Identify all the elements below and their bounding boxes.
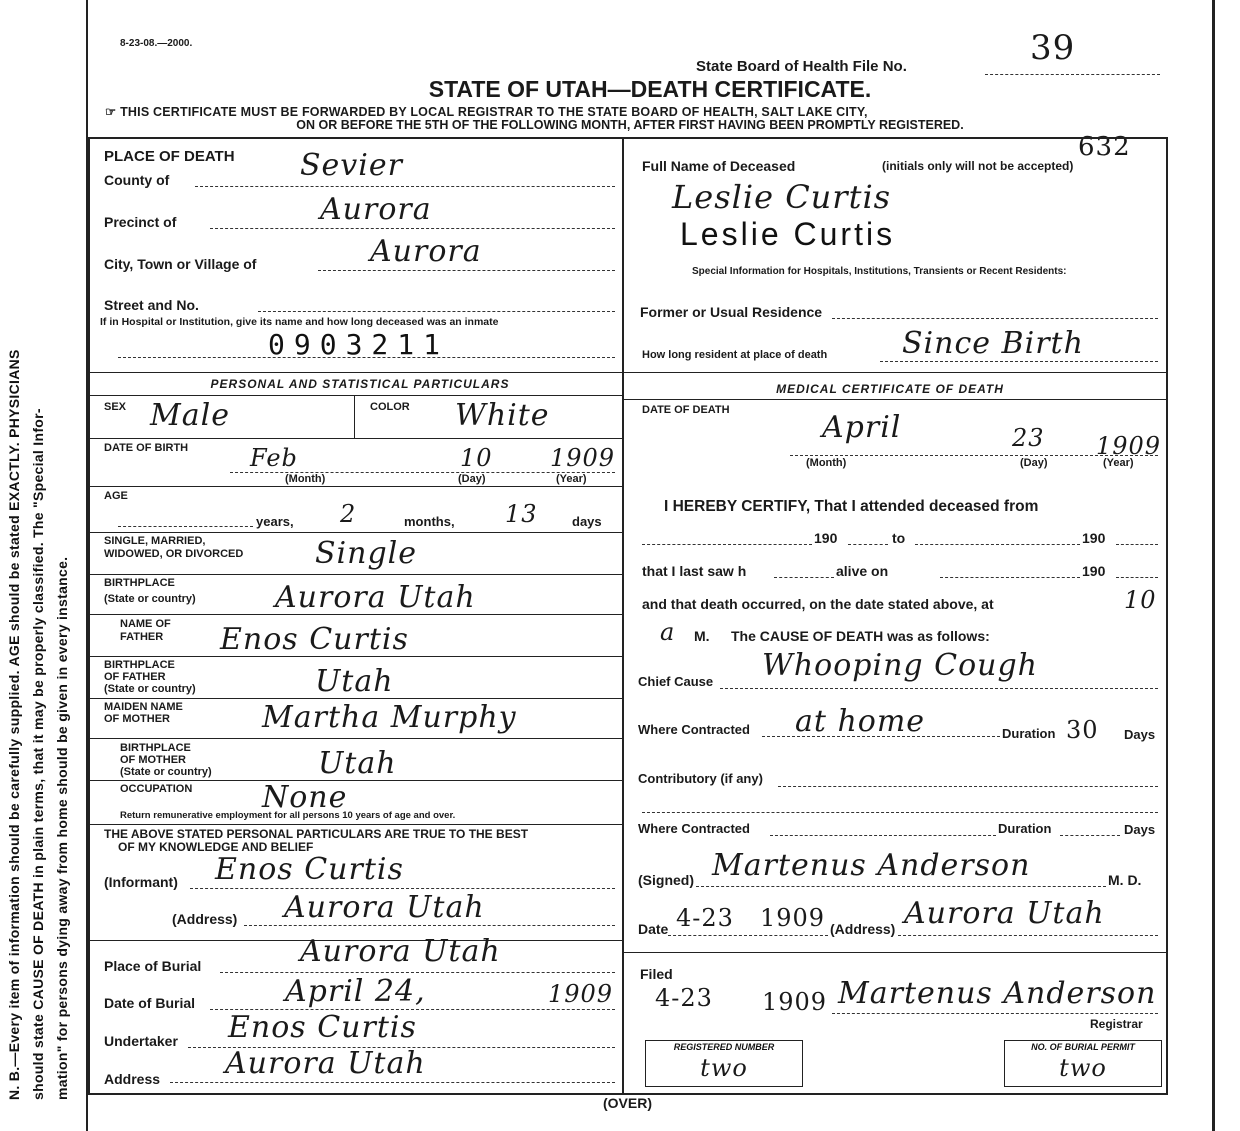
county-value: Sevier [300, 148, 403, 183]
cert-address-label: (Address) [830, 921, 896, 937]
cert-address-line [898, 935, 1158, 936]
age-years-label: years, [256, 514, 294, 529]
sex-value: Male [150, 398, 230, 433]
registrar-label: Registrar [1090, 1017, 1143, 1031]
dod-day: 23 [1012, 424, 1045, 452]
cert-date-line [668, 935, 828, 936]
divider-age [88, 532, 622, 533]
mother-bp-label-1: BIRTHPLACE [120, 742, 191, 754]
stamp-number: 632 [1078, 132, 1131, 162]
mother-value: Martha Murphy [262, 700, 517, 735]
inmate-note: If in Hospital or Institution, give its name and how long deceased was an inmate [100, 316, 499, 328]
contributory-line-2 [642, 812, 1158, 813]
file-no: 39 [1030, 28, 1076, 68]
occupation-note: Return remunerative employment for all persons 10 years of age and over. [120, 810, 456, 821]
page-edge [1212, 0, 1215, 1131]
death-occurred-text: and that death occurred, on the date stated above, at [642, 596, 994, 612]
age-years-line [118, 526, 253, 527]
last-saw-year-line [1116, 577, 1158, 578]
father-bp-label-1: BIRTHPLACE [104, 659, 175, 671]
dob-label: DATE OF BIRTH [104, 442, 189, 454]
divider-left-1 [88, 372, 622, 373]
signed-line [696, 886, 1106, 887]
sex-color-divider [354, 396, 355, 438]
color-label: COLOR [370, 401, 410, 413]
informant-value: Enos Curtis [215, 852, 404, 887]
divider-filing [622, 952, 1167, 953]
cert-date-label: Date [638, 921, 669, 937]
divider-birthplace [88, 614, 622, 615]
burial-permit-label: NO. OF BURIAL PERMIT [1031, 1042, 1135, 1052]
birthplace-value: Aurora Utah [275, 580, 476, 615]
notice-line-1: ☞ THIS CERTIFICATE MUST BE FORWARDED BY LOCAL REGISTRAR TO THE STATE BOARD OF HEALTH, SALT LAKE CITY, [105, 105, 868, 119]
informant-address-label: (Address) [172, 911, 238, 927]
registrar-line [832, 1013, 1158, 1014]
from-line [642, 544, 812, 545]
divider-father-bp [88, 698, 622, 699]
divider-right-2 [622, 399, 1167, 400]
contributory-line [778, 786, 1158, 787]
divider-right-1 [622, 372, 1167, 373]
burial-permit-box [1004, 1040, 1162, 1087]
registrar-signature: Martenus Anderson [838, 976, 1157, 1011]
father-bp-label-2: OF FATHER [104, 671, 166, 683]
dob-month: Feb [250, 444, 298, 472]
occupation-value: None [262, 780, 348, 815]
personal-heading: PERSONAL AND STATISTICAL PARTICULARS [210, 377, 510, 391]
divider-left-2 [88, 395, 622, 396]
informant-statement-1: THE ABOVE STATED PERSONAL PARTICULARS ARE TRUE TO THE BEST [104, 827, 529, 841]
street-line [258, 311, 615, 312]
burial-date-label: Date of Burial [104, 995, 196, 1011]
medical-heading: MEDICAL CERTIFICATE OF DEATH [776, 382, 1004, 396]
to-label: to [892, 530, 906, 546]
how-long-label: How long resident at place of death [642, 349, 828, 361]
last-saw-a: that I last saw h [642, 563, 747, 579]
undertaker-address-line [170, 1082, 615, 1083]
signed-label: (Signed) [638, 872, 694, 888]
file-no-line [985, 74, 1160, 75]
age-months-label: months, [404, 514, 455, 529]
county-label: County of [104, 172, 170, 188]
father-label-1: NAME OF [120, 618, 171, 630]
age-days: 13 [505, 500, 538, 528]
cert-date-year: 1909 [760, 904, 826, 932]
dod-year: 1909 [1096, 432, 1162, 460]
sidebar-line-3: mation" for persons dying away from home should be given in every instance. [54, 556, 70, 1100]
father-label-2: FATHER [120, 631, 164, 643]
marital-label-2: WIDOWED, OR DIVORCED [104, 548, 244, 560]
divider-occupation [88, 824, 622, 825]
over-label: (OVER) [603, 1095, 652, 1111]
divider-mother [88, 738, 622, 739]
sidebar-line-1: N. B.—Every item of information should be carefully supplied. AGE should be stated EXACTLY. PHYSICIANS [6, 349, 22, 1100]
informant-statement-2: OF MY KNOWLEDGE AND BELIEF [118, 840, 314, 854]
filed-date: 4-23 [655, 984, 713, 1012]
informant-label: (Informant) [104, 874, 178, 890]
burial-place-line [220, 972, 615, 973]
m-label: M. [694, 628, 710, 644]
city-line [318, 270, 615, 271]
dod-label: DATE OF DEATH [642, 404, 730, 416]
marital-value: Single [315, 536, 418, 571]
last-saw-b: alive on [836, 563, 889, 579]
divider-dob [88, 486, 622, 487]
where-contracted-2-line [770, 835, 996, 836]
age-months: 2 [340, 500, 357, 528]
where-contracted-2-label: Where Contracted [638, 821, 750, 836]
reg-number-label: REGISTERED NUMBER [673, 1042, 775, 1052]
duration-2-line [1060, 835, 1120, 836]
cert-date-value: 4-23 [676, 904, 734, 932]
burial-permit-value: two [1059, 1054, 1107, 1082]
deceased-name-label: Full Name of Deceased [642, 158, 796, 174]
divider-mother-bp [88, 780, 622, 781]
dob-year-label: (Year) [556, 473, 587, 485]
dob-day: 10 [460, 444, 493, 472]
age-days-label: days [572, 514, 602, 529]
duration-value: 30 [1066, 716, 1099, 744]
last-saw-year: 190 [1082, 563, 1106, 579]
from-year-label: 190 [814, 530, 838, 546]
mother-bp-label-2: OF MOTHER [120, 754, 186, 766]
mother-label-2: OF MOTHER [104, 713, 170, 725]
cert-address-value: Aurora Utah [904, 896, 1105, 931]
color-value: White [455, 398, 550, 433]
divider-marital [88, 574, 622, 575]
last-saw-line [940, 577, 1080, 578]
age-label: AGE [104, 490, 128, 502]
mother-label-1: MAIDEN NAME [104, 701, 183, 713]
precinct-value: Aurora [320, 192, 432, 227]
chief-cause-label: Chief Cause [638, 674, 714, 689]
deceased-name-handwritten: Leslie Curtis [672, 178, 892, 216]
marital-label-1: SINGLE, MARRIED, [104, 535, 206, 547]
dob-year: 1909 [550, 444, 616, 472]
contributory-label: Contributory (if any) [638, 771, 763, 786]
dod-day-label: (Day) [1020, 457, 1048, 469]
notice-text-1: THIS CERTIFICATE MUST BE FORWARDED BY LOCAL REGISTRAR TO THE STATE BOARD OF HEALTH, SALT LAKE CITY, [120, 105, 868, 119]
birthplace-state-label: (State or country) [104, 593, 196, 605]
precinct-label: Precinct of [104, 214, 177, 230]
undertaker-address-label: Address [104, 1071, 161, 1087]
where-contracted-label: Where Contracted [638, 722, 750, 737]
city-label: City, Town or Village of [104, 256, 257, 272]
how-long-value: Since Birth [902, 326, 1084, 361]
cause-intro: The CAUSE OF DEATH was as follows: [731, 628, 990, 644]
death-hour: 10 [1124, 586, 1157, 614]
instructions-sidebar [6, 70, 84, 1100]
undertaker-label: Undertaker [104, 1033, 178, 1049]
street-label: Street and No. [104, 297, 199, 313]
file-no-label: State Board of Health File No. [696, 58, 907, 75]
certify-text: I HEREBY CERTIFY, That I attended deceased from [664, 498, 1039, 515]
special-info-label: Special Information for Hospitals, Institutions, Transients or Recent Residents: [692, 266, 1067, 277]
burial-place-label: Place of Burial [104, 958, 202, 974]
to-year-line [1116, 544, 1158, 545]
chief-cause-value: Whooping Cough [762, 648, 1039, 683]
to-line [915, 544, 1080, 545]
burial-date-value: April 24, [285, 974, 426, 1009]
reg-number-box [645, 1040, 803, 1087]
divider-sex [88, 438, 622, 439]
death-meridian: a [660, 618, 676, 646]
county-line [195, 186, 615, 187]
undertaker-value: Enos Curtis [228, 1010, 417, 1045]
duration-label: Duration [1002, 726, 1056, 741]
deceased-name-printed: Leslie Curtis [680, 216, 896, 252]
dod-month: April [822, 410, 902, 445]
deceased-name-note: (initials only will not be accepted) [882, 159, 1074, 173]
certificate-title: STATE OF UTAH—DEATH CERTIFICATE. [428, 76, 872, 102]
where-contracted-value: at home [795, 704, 926, 739]
duration-days-label: Days [1124, 727, 1156, 742]
frame-top [88, 137, 1168, 139]
sidebar-line-2: should state CAUSE OF DEATH in plain terms, that it may be properly classified. The "Special Infor- [30, 408, 46, 1100]
chief-cause-line [720, 688, 1158, 689]
undertaker-address-value: Aurora Utah [225, 1046, 426, 1081]
informant-address-line [244, 925, 615, 926]
to-year-label: 190 [1082, 530, 1106, 546]
former-residence-label: Former or Usual Residence [640, 304, 823, 320]
former-residence-line [832, 318, 1158, 319]
dob-day-label: (Day) [458, 473, 486, 485]
dod-year-label: (Year) [1103, 457, 1134, 469]
notice-line-2: ON OR BEFORE THE 5TH OF THE FOLLOWING MONTH, AFTER FIRST HAVING BEEN PROMPTLY REGISTERED. [296, 118, 964, 132]
frame-left [88, 137, 90, 1095]
duration-2-label: Duration [998, 821, 1052, 836]
city-value: Aurora [370, 234, 482, 269]
duration-2-days: Days [1124, 822, 1156, 837]
from-year-line [848, 544, 888, 545]
divider-father [88, 656, 622, 657]
sex-label: SEX [104, 401, 127, 413]
mother-bp-value: Utah [318, 746, 397, 781]
birthplace-label: BIRTHPLACE [104, 577, 175, 589]
dob-month-label: (Month) [285, 473, 326, 485]
informant-line [190, 888, 615, 889]
burial-year-value: 1909 [548, 980, 614, 1008]
how-long-line [880, 361, 1158, 362]
occupation-label: OCCUPATION [120, 783, 193, 795]
reg-number-value: two [700, 1054, 748, 1082]
dod-line [790, 455, 1158, 456]
serial-number: 0903211 [268, 328, 450, 361]
father-bp-state-label: (State or country) [104, 683, 196, 695]
father-value: Enos Curtis [220, 622, 409, 657]
precinct-line [210, 228, 615, 229]
md-label: M. D. [1108, 872, 1142, 888]
mother-bp-state-label: (State or country) [120, 766, 212, 778]
last-saw-h-line [774, 577, 834, 578]
father-bp-value: Utah [315, 664, 394, 699]
informant-address-value: Aurora Utah [284, 890, 485, 925]
form-code: 8-23-08.—2000. [120, 38, 193, 49]
burial-place-value: Aurora Utah [300, 934, 501, 969]
filed-label: Filed [640, 966, 673, 982]
place-heading: PLACE OF DEATH [104, 148, 235, 165]
signed-value: Martenus Anderson [712, 848, 1031, 883]
dod-month-label: (Month) [806, 457, 847, 469]
filed-year: 1909 [762, 988, 828, 1016]
